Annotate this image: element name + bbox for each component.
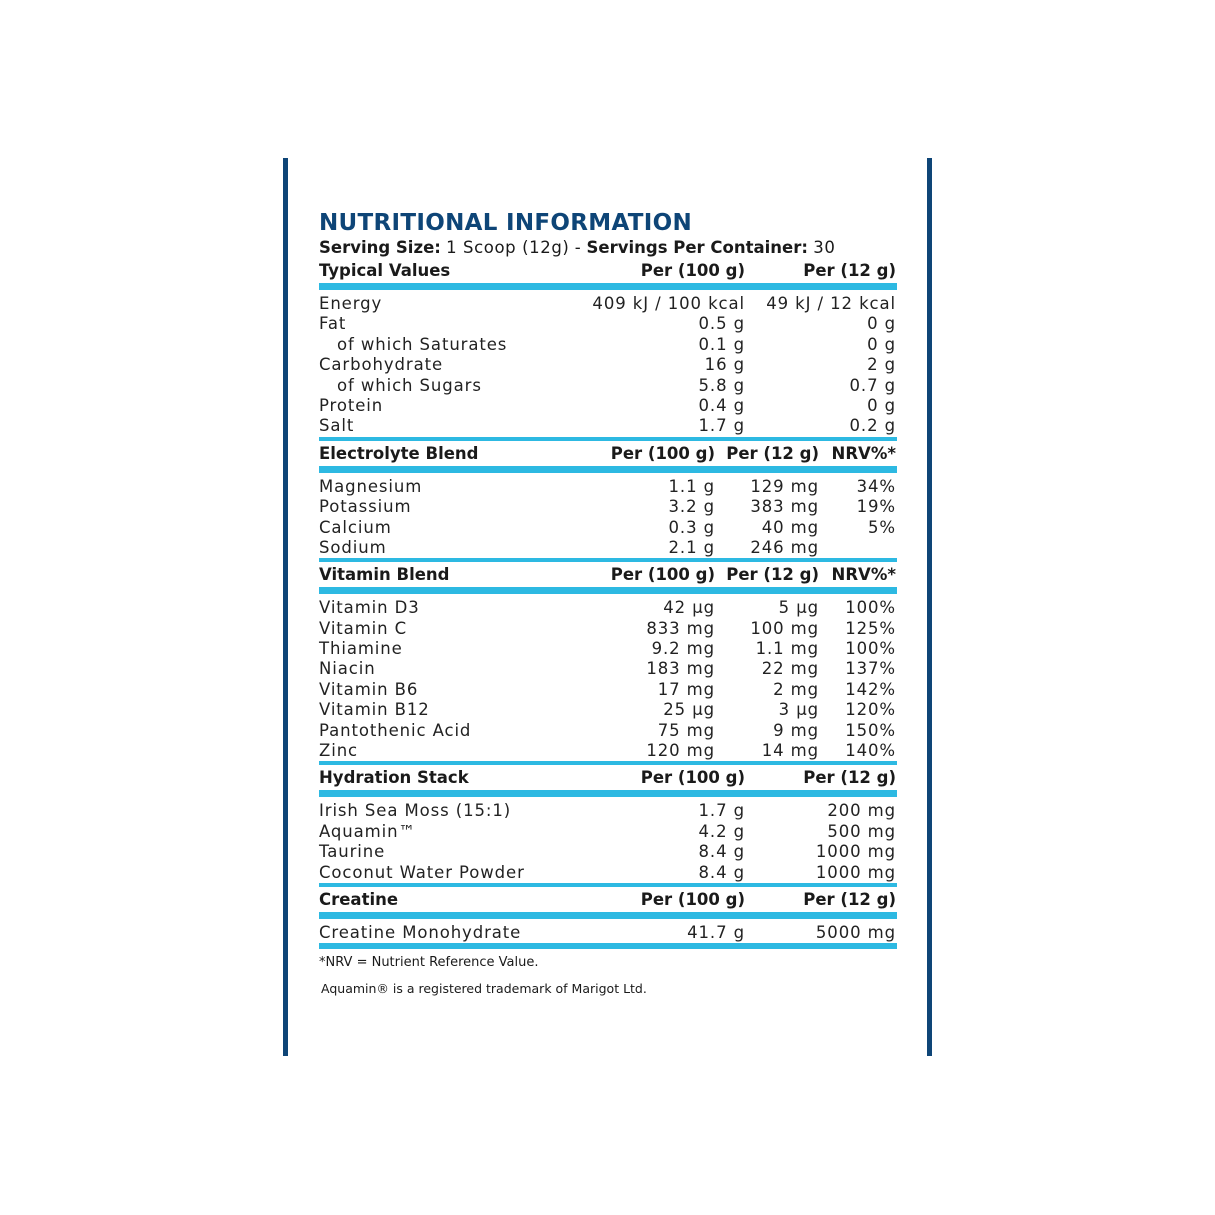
trademark-footnote: Aquamin® is a registered trademark of Marigot Ltd. xyxy=(321,981,647,997)
header-name: Typical Values xyxy=(319,261,451,280)
row-name: Calcium xyxy=(319,517,392,537)
table-row xyxy=(319,801,897,821)
table-row xyxy=(319,314,897,334)
row-per-12g: 0 g xyxy=(867,314,896,334)
header-per-100g: Per (100 g) xyxy=(640,261,745,280)
row-per-12g: 0.2 g xyxy=(849,416,896,436)
header-name: Vitamin Blend xyxy=(319,565,450,585)
row-per-100g: 0.5 g xyxy=(698,314,745,334)
header-nrv: NRV%* xyxy=(831,443,896,463)
table-row xyxy=(319,923,897,943)
header-name: Creatine xyxy=(319,889,399,909)
row-per-100g: 3.2 g xyxy=(668,497,715,517)
header-per-12g: Per (12 g) xyxy=(726,565,819,585)
row-per-100g: 25 µg xyxy=(663,700,715,720)
row-per-100g: 17 mg xyxy=(657,679,715,699)
row-per-12g: 129 mg xyxy=(750,476,819,496)
row-nrv: 100% xyxy=(845,598,896,618)
table-row xyxy=(319,842,897,862)
row-per-12g: 49 kJ / 12 kcal xyxy=(766,294,896,313)
row-per-12g: 1.1 mg xyxy=(755,639,819,659)
row-per-12g: 14 mg xyxy=(761,741,819,761)
serving-size-value: 1 Scoop (12g) xyxy=(446,238,570,257)
row-name: Zinc xyxy=(319,741,359,761)
section-rows xyxy=(319,919,897,949)
row-name: Taurine xyxy=(319,842,386,862)
row-per-12g: 1000 mg xyxy=(815,842,896,862)
nutrition-panel xyxy=(319,208,897,999)
table-row xyxy=(319,598,897,618)
header-per-100g: Per (100 g) xyxy=(610,565,715,585)
left-border-line xyxy=(283,158,288,1056)
table-row xyxy=(319,396,897,416)
row-per-100g: 1.7 g xyxy=(698,416,745,436)
row-name: Pantothenic Acid xyxy=(319,720,472,740)
row-name: Protein xyxy=(319,395,384,415)
row-per-100g: 75 mg xyxy=(657,720,715,740)
row-name: Fat xyxy=(319,314,347,334)
row-name: of which Sugars xyxy=(337,375,482,395)
row-per-12g: 100 mg xyxy=(750,618,819,638)
row-name: Salt xyxy=(319,416,355,436)
row-name: Energy xyxy=(319,294,383,313)
row-per-100g: 9.2 mg xyxy=(651,639,715,659)
section-header xyxy=(319,562,897,594)
row-per-100g: 41.7 g xyxy=(687,922,745,942)
section-creatine xyxy=(319,887,897,949)
table-row xyxy=(319,355,897,375)
row-per-12g: 2 mg xyxy=(773,679,819,699)
servings-per-container-value: 30 xyxy=(813,238,836,257)
row-name: Irish Sea Moss (15:1) xyxy=(319,801,512,821)
row-name: Vitamin D3 xyxy=(319,598,420,618)
table-row xyxy=(319,619,897,639)
row-name: of which Saturates xyxy=(337,334,508,354)
section-rows xyxy=(319,594,897,765)
row-per-100g: 0.3 g xyxy=(668,517,715,537)
header-name: Electrolyte Blend xyxy=(319,443,479,463)
table-row xyxy=(319,416,897,436)
table-row xyxy=(319,294,897,314)
section-vitamin-blend xyxy=(319,562,897,765)
section-rows xyxy=(319,290,897,441)
row-name: Vitamin C xyxy=(319,618,408,638)
row-name: Aquamin™ xyxy=(319,821,416,841)
table-row xyxy=(319,518,897,538)
section-typical-values xyxy=(319,258,897,441)
row-name: Potassium xyxy=(319,497,412,517)
row-per-12g: 0 g xyxy=(867,334,896,354)
section-rows xyxy=(319,797,897,887)
row-name: Magnesium xyxy=(319,476,423,496)
row-per-100g: 183 mg xyxy=(646,659,715,679)
row-per-100g: 4.2 g xyxy=(698,821,745,841)
row-nrv: 142% xyxy=(845,679,896,699)
section-header xyxy=(319,887,897,919)
row-nrv: 100% xyxy=(845,639,896,659)
row-name: Niacin xyxy=(319,659,376,679)
row-per-12g: 9 mg xyxy=(773,720,819,740)
row-name: Carbohydrate xyxy=(319,355,443,375)
row-per-12g: 5000 mg xyxy=(815,922,896,942)
row-per-100g: 409 kJ / 100 kcal xyxy=(592,294,745,313)
section-rows xyxy=(319,473,897,563)
row-nrv: 150% xyxy=(845,720,896,740)
row-per-100g: 120 mg xyxy=(646,741,715,761)
row-per-12g: 0.7 g xyxy=(849,375,896,395)
row-name: Coconut Water Powder xyxy=(319,862,525,882)
row-name: Vitamin B12 xyxy=(319,700,430,720)
row-nrv: 137% xyxy=(845,659,896,679)
table-row xyxy=(319,659,897,679)
header-per-12g: Per (12 g) xyxy=(726,443,819,463)
row-nrv: 19% xyxy=(856,497,896,517)
header-per-12g: Per (12 g) xyxy=(803,768,896,788)
row-nrv: 125% xyxy=(845,618,896,638)
row-per-100g: 8.4 g xyxy=(698,862,745,882)
table-row xyxy=(319,680,897,700)
header-per-100g: Per (100 g) xyxy=(610,443,715,463)
row-per-12g: 200 mg xyxy=(827,801,896,821)
row-per-12g: 383 mg xyxy=(750,497,819,517)
row-per-100g: 2.1 g xyxy=(668,537,715,557)
row-name: Vitamin B6 xyxy=(319,679,419,699)
section-header xyxy=(319,258,897,290)
row-nrv: 5% xyxy=(868,517,896,537)
section-header xyxy=(319,441,897,473)
row-per-100g: 1.1 g xyxy=(668,476,715,496)
row-per-12g: 5 µg xyxy=(778,598,819,618)
table-row xyxy=(319,721,897,741)
section-hydration-stack xyxy=(319,765,897,887)
serving-separator: - xyxy=(574,238,582,257)
table-row xyxy=(319,639,897,659)
row-per-12g: 0 g xyxy=(867,395,896,415)
header-per-12g: Per (12 g) xyxy=(803,889,896,909)
row-nrv: 140% xyxy=(845,741,896,761)
row-per-12g: 22 mg xyxy=(761,659,819,679)
panel-title: NUTRITIONAL INFORMATION xyxy=(319,210,693,236)
row-per-100g: 5.8 g xyxy=(698,375,745,395)
nrv-footnote: *NRV = Nutrient Reference Value. xyxy=(319,955,539,971)
row-per-12g: 2 g xyxy=(867,355,896,375)
header-per-12g: Per (12 g) xyxy=(803,261,896,280)
servings-per-container-label: Servings Per Container: xyxy=(586,238,808,257)
row-per-100g: 1.7 g xyxy=(698,801,745,821)
row-nrv: 120% xyxy=(845,700,896,720)
row-per-100g: 833 mg xyxy=(646,618,715,638)
row-name: Creatine Monohydrate xyxy=(319,922,522,942)
row-per-12g: 1000 mg xyxy=(815,862,896,882)
header-per-100g: Per (100 g) xyxy=(640,768,745,788)
header-name: Hydration Stack xyxy=(319,768,469,788)
table-row xyxy=(319,376,897,396)
table-row xyxy=(319,700,897,720)
right-border-line xyxy=(927,158,932,1056)
section-header xyxy=(319,765,897,797)
row-per-100g: 0.1 g xyxy=(698,334,745,354)
row-nrv: 34% xyxy=(856,476,896,496)
row-per-100g: 16 g xyxy=(704,355,745,375)
table-row xyxy=(319,477,897,497)
table-row xyxy=(319,497,897,517)
row-per-100g: 8.4 g xyxy=(698,842,745,862)
header-nrv: NRV%* xyxy=(831,565,896,585)
table-row xyxy=(319,538,897,558)
serving-info xyxy=(319,238,897,258)
table-row xyxy=(319,822,897,842)
table-row xyxy=(319,335,897,355)
serving-size-label: Serving Size: xyxy=(319,238,441,257)
row-per-12g: 246 mg xyxy=(750,537,819,557)
row-per-12g: 3 µg xyxy=(778,700,819,720)
section-electrolyte-blend xyxy=(319,441,897,563)
table-row xyxy=(319,863,897,883)
row-per-12g: 500 mg xyxy=(827,821,896,841)
row-name: Sodium xyxy=(319,537,387,557)
row-per-12g: 40 mg xyxy=(761,517,819,537)
row-name: Thiamine xyxy=(319,639,403,659)
row-per-100g: 0.4 g xyxy=(698,395,745,415)
table-row xyxy=(319,741,897,761)
header-per-100g: Per (100 g) xyxy=(640,889,745,909)
row-per-100g: 42 µg xyxy=(663,598,715,618)
